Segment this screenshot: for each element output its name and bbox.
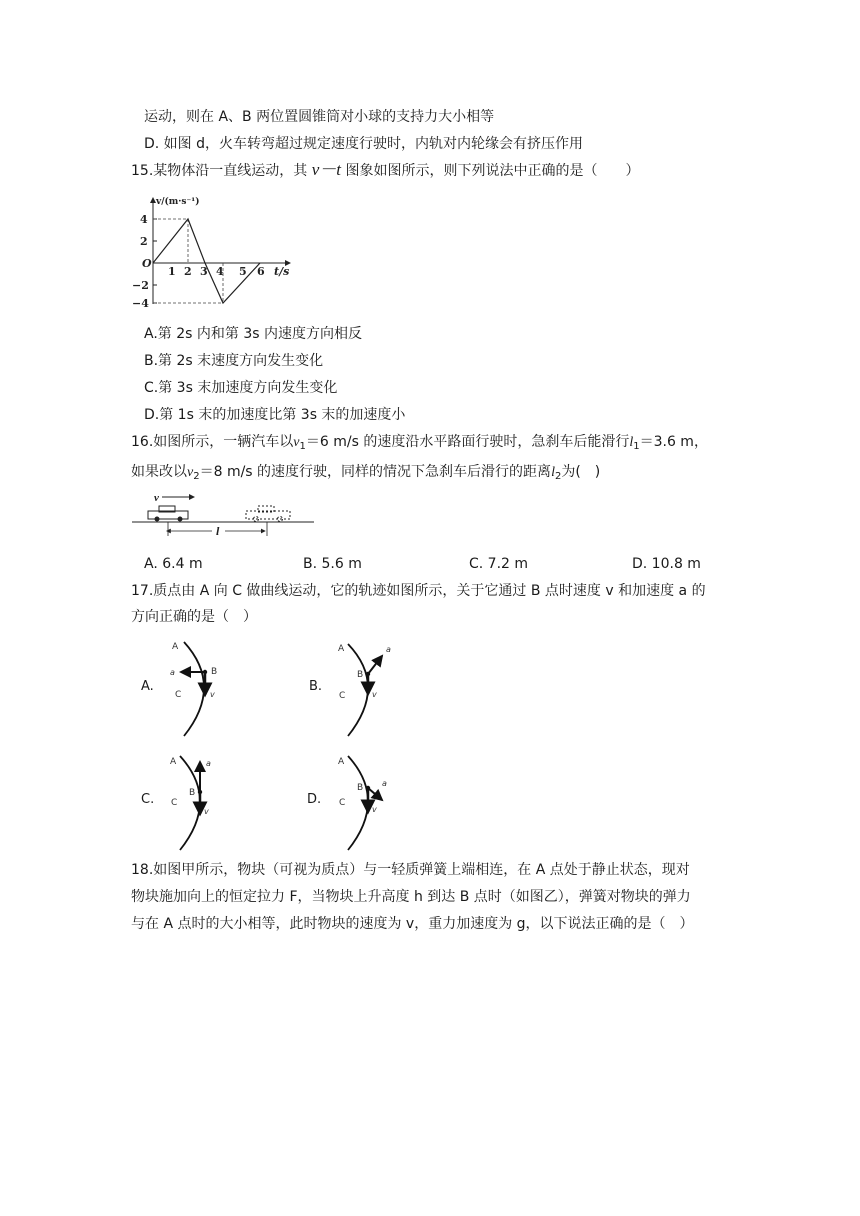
- q15-stem-post: 图象如图所示，则下列说法中正确的是（ ）: [345, 163, 640, 179]
- point-c-label: C: [339, 798, 346, 808]
- xtick-6: 6: [257, 265, 265, 278]
- vt-ylabel: v/(m·s⁻¹): [156, 197, 200, 207]
- point-a-label: A: [338, 757, 345, 767]
- q17-figure-c: [158, 752, 228, 856]
- q15-option-c: C.第 3s 末加速度方向发生变化: [144, 380, 338, 396]
- car-solid: [148, 506, 188, 522]
- ytick-2: 2: [140, 235, 148, 248]
- q15-option-d: D.第 1s 末的加速度比第 3s 末的加速度小: [144, 407, 406, 423]
- q16-text-e: ＝8 m/s 的速度行驶，同样的情况下急刹车后滑行的距离: [199, 464, 552, 480]
- option-d-prev-question: D. 如图 d，火车转弯超过规定速度行驶时，内轨对内轮缘会有挤压作用: [144, 136, 584, 152]
- q16-text-d: 如果改以: [131, 464, 187, 480]
- ytick-4: 4: [140, 213, 148, 226]
- velocity-label: v: [210, 690, 215, 699]
- q16-v1-sub: 1: [299, 441, 306, 452]
- q17-figure-d: [326, 752, 396, 856]
- point-a-label: A: [170, 757, 177, 767]
- accel-label: a: [386, 645, 391, 654]
- xtick-1: 1: [168, 265, 176, 278]
- q16-l1: l: [629, 435, 634, 450]
- vt-data-line: [153, 219, 260, 303]
- q15-stem: [131, 160, 639, 181]
- q17-option-b-label: B.: [309, 679, 323, 694]
- q16-option-a: A. 6.4 m: [144, 556, 203, 572]
- q17-figure-b-svg: [326, 636, 396, 740]
- q16-v2-sub: 2: [193, 471, 200, 482]
- q15-formula: v－t: [311, 160, 341, 179]
- point-a-label: A: [172, 642, 179, 652]
- point-b-label: B: [189, 788, 196, 798]
- q16-l2: l: [551, 465, 555, 480]
- q17-figure-c-svg: [158, 752, 228, 856]
- accel-label: a: [170, 668, 175, 677]
- q16-text-f: 为( ): [561, 464, 601, 480]
- velocity-label: v: [372, 690, 377, 699]
- q15-option-a: A.第 2s 内和第 3s 内速度方向相反: [144, 326, 362, 342]
- q17-figure-a-svg: [158, 636, 228, 740]
- xtick-3: 3: [200, 265, 208, 278]
- continued-text-line: 运动，则在 A、B 两位置圆锥筒对小球的支持力大小相等: [144, 109, 495, 125]
- point-b-label: B: [211, 667, 218, 677]
- ytick-neg4: −4: [132, 297, 149, 310]
- xtick-2: 2: [184, 265, 192, 278]
- q16-v1: v: [293, 435, 300, 450]
- q16-text-a: 16.如图所示，一辆汽车以: [131, 434, 294, 450]
- vt-xlabel: t/s: [274, 265, 290, 278]
- q16-option-b: B. 5.6 m: [303, 556, 362, 572]
- q16-v2: v: [187, 465, 194, 480]
- origin-label: O: [142, 257, 152, 270]
- car-braking-svg: [132, 490, 317, 538]
- q18-stem-line2: 物块施加向上的恒定拉力 F，当物块上升高度 h 到达 B 点时（如图乙），弹簧对物块的弹力: [131, 889, 691, 905]
- point-c-label: C: [175, 690, 182, 700]
- point-a-label: A: [338, 644, 345, 654]
- q17-stem-line1: 17.质点由 A 向 C 做曲线运动，它的轨迹如图所示，关于它通过 B 点时速度 v 和加速度 a 的: [131, 583, 706, 599]
- q15-stem-pre: 15.某物体沿一直线运动，其: [131, 163, 308, 179]
- q18-stem-line3: 与在 A 点时的大小相等，此时物块的速度为 v，重力加速度为 g，以下说法正确的是（ ）: [131, 916, 694, 932]
- q17-figure-a: [158, 636, 228, 740]
- q16-stem-line1: [131, 432, 708, 457]
- point-b-label: B: [357, 670, 364, 680]
- q16-l1-sub: 1: [633, 441, 640, 452]
- q16-text-b: ＝6 m/s 的速度沿水平路面行驶时，急刹车后能滑行: [305, 434, 630, 450]
- q16-l2-sub: 2: [554, 471, 562, 482]
- car-v-label: v: [154, 492, 159, 504]
- q17-option-a-label: A.: [141, 679, 154, 694]
- q16-text-c: ＝3.6 m，: [639, 434, 708, 450]
- car-braking-figure: [132, 490, 317, 538]
- q17-stem-line2: 方向正确的是（ ）: [131, 609, 257, 625]
- q16-option-d: D. 10.8 m: [632, 556, 701, 572]
- q18-stem-line1: 18.如图甲所示，物块（可视为质点）与一轻质弹簧上端相连，在 A 点处于静止状态，现对: [131, 862, 690, 878]
- q17-figure-d-svg: [326, 752, 396, 856]
- q17-figure-b: [326, 636, 396, 740]
- accel-label: a: [382, 779, 387, 788]
- xtick-4: 4: [216, 265, 224, 278]
- car-dashed: [246, 506, 290, 522]
- car-l-label: l: [216, 524, 220, 538]
- q16-option-c: C. 7.2 m: [469, 556, 529, 572]
- q16-stem-line2: [131, 462, 600, 487]
- xtick-5: 5: [239, 265, 247, 278]
- vt-graph: [132, 192, 302, 314]
- q17-option-c-label: C.: [141, 792, 155, 807]
- velocity-label: v: [204, 807, 209, 816]
- velocity-label: v: [372, 805, 377, 814]
- ytick-neg2: −2: [132, 279, 149, 292]
- vt-graph-svg: [132, 192, 302, 314]
- point-c-label: C: [339, 691, 346, 701]
- point-b-label: B: [357, 783, 364, 793]
- accel-label: a: [206, 759, 211, 768]
- q15-option-b: B.第 2s 末速度方向发生变化: [144, 353, 324, 369]
- point-c-label: C: [171, 798, 178, 808]
- q17-option-d-label: D.: [307, 792, 322, 807]
